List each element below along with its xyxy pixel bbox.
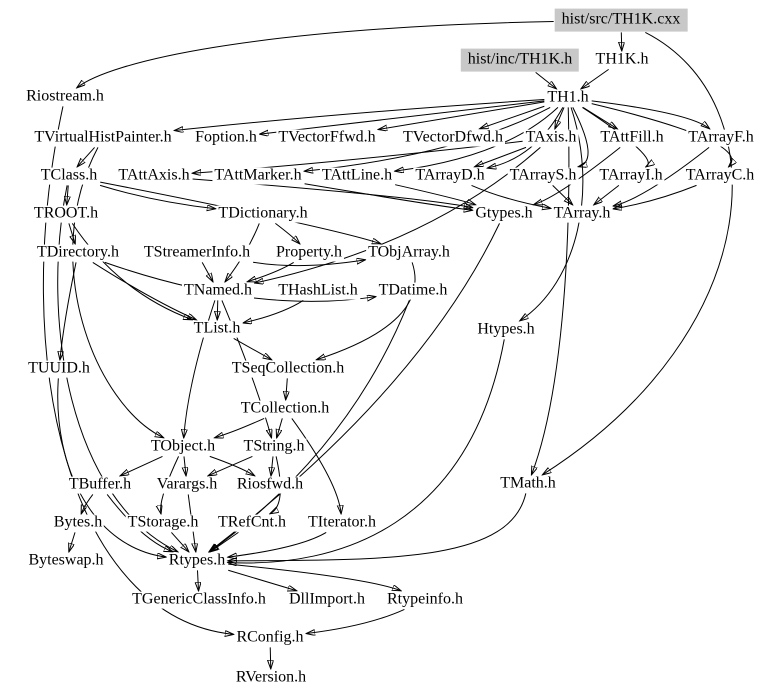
graph-node-property[interactable]: Property.h: [275, 243, 343, 261]
edge-tobjarray-tseqcollection: [317, 262, 415, 359]
graph-node-tstring[interactable]: TString.h: [243, 437, 305, 455]
graph-node-tattline[interactable]: TAttLine.h: [321, 166, 393, 184]
edge-rtypes-dllimport: [228, 570, 296, 590]
edge-tdictionary-property: [275, 223, 299, 243]
graph-node-tnamed[interactable]: TNamed.h: [184, 281, 252, 299]
edge-gtypes-rtypes: [209, 223, 499, 551]
edge-rconfig-rversion: [270, 647, 271, 668]
edge-tlist-tseqcollection: [234, 338, 272, 359]
graph-node-tuuid[interactable]: TUUID.h: [28, 359, 90, 377]
graph-node-dllimport[interactable]: DllImport.h: [289, 590, 365, 608]
edge-tobject-tbuffer: [121, 456, 163, 475]
edge-bytes-byteswap: [69, 532, 75, 551]
graph-node-tdirectory[interactable]: TDirectory.h: [36, 243, 120, 261]
graph-node-htypes[interactable]: Htypes.h: [477, 320, 535, 338]
edge-tnamed-tlist: [217, 300, 218, 319]
graph-node-tattaxis[interactable]: TAttAxis.h: [118, 166, 190, 184]
graph-node-tstreamerinfo[interactable]: TStreamerInfo.h: [143, 243, 251, 261]
edge-thashlist-tlist: [243, 300, 303, 323]
graph-node-tbuffer[interactable]: TBuffer.h: [68, 475, 132, 493]
graph-node-tarrayc[interactable]: TArrayC.h: [685, 166, 755, 184]
edge-tvirtualhistpainter-tclass: [77, 147, 94, 166]
graph-node-tclass[interactable]: TClass.h: [40, 166, 98, 184]
edge-titerator-rtypes: [228, 532, 326, 557]
edge-tdirectory-tlist: [93, 262, 196, 319]
graph-node-tgenericclassinfo[interactable]: TGenericClassInfo.h: [132, 590, 266, 608]
graph-node-tarrays[interactable]: TArrayS.h: [509, 166, 577, 184]
graph-node-tarray[interactable]: TArray.h: [553, 204, 611, 222]
graph-node-tattmarker[interactable]: TAttMarker.h: [214, 166, 302, 184]
edge-tstring-riosfwd: [271, 456, 273, 475]
graph-node-rversion[interactable]: RVersion.h: [235, 668, 307, 686]
edge-rtypes-tgenericclassinfo: [197, 570, 198, 590]
graph-node-tvirtualhistpainter[interactable]: TVirtualHistPainter.h: [34, 128, 172, 146]
graph-node-titerator[interactable]: TIterator.h: [308, 513, 376, 531]
graph-node-foption[interactable]: Foption.h: [195, 128, 257, 146]
edge-taxis-tarrayd: [475, 147, 526, 166]
graph-node-tlist[interactable]: TList.h: [193, 319, 241, 337]
graph-node-tattfill[interactable]: TAttFill.h: [600, 128, 664, 146]
edge-tobject-riosfwd: [210, 456, 255, 475]
graph-node-tarrayf[interactable]: TArrayF.h: [688, 128, 754, 146]
graph-node-th1[interactable]: TH1.h: [547, 88, 589, 106]
graph-node-tseqcollection[interactable]: TSeqCollection.h: [231, 359, 345, 377]
graph-node-riosfwd[interactable]: Riosfwd.h: [236, 475, 304, 493]
graph-node-hist_th1k_h[interactable]: hist/inc/TH1K.h: [461, 49, 579, 72]
graph-node-rtypeinfo[interactable]: Rtypeinfo.h: [387, 590, 463, 608]
graph-node-riostream[interactable]: Riostream.h: [26, 87, 104, 105]
graph-node-tmath[interactable]: TMath.h: [500, 474, 556, 492]
edge-tarrayi-tarray: [594, 185, 619, 204]
edge-tstorage-rtypes: [171, 532, 188, 551]
edge-tstreamerinfo-tnamed: [202, 262, 213, 281]
edge-tcollection-tstring: [277, 418, 283, 437]
edge-tarrayc-tarray: [613, 185, 696, 208]
edge-rtypeinfo-rconfig: [307, 609, 405, 633]
graph-node-rconfig[interactable]: RConfig.h: [236, 628, 304, 646]
graph-node-tobject[interactable]: TObject.h: [150, 437, 216, 455]
graph-node-tarrayd[interactable]: TArrayD.h: [415, 166, 485, 184]
edge-th1k_h-th1: [581, 69, 608, 88]
edge-hist_th1k_h-th1: [536, 72, 556, 88]
graph-node-thashlist[interactable]: THashList.h: [278, 281, 358, 299]
graph-node-tarrayi[interactable]: TArrayI.h: [599, 166, 663, 184]
edge-tarrays-tarray: [553, 185, 573, 204]
graph-node-varargs[interactable]: Varargs.h: [156, 475, 218, 493]
edge-tseqcollection-tcollection: [286, 378, 288, 399]
edge-rtypes-rtypeinfo: [228, 564, 400, 590]
edge-trefcnt-rtypes: [211, 532, 239, 551]
graph-node-tvectorffwd[interactable]: TVectorFfwd.h: [278, 128, 376, 146]
graph-node-trefcnt[interactable]: TRefCnt.h: [218, 513, 286, 531]
graph-node-rtypes[interactable]: Rtypes.h: [168, 551, 226, 569]
edge-tstring-varargs: [208, 456, 252, 475]
graph-node-bytes[interactable]: Bytes.h: [53, 513, 103, 531]
graph-node-troot[interactable]: TROOT.h: [33, 204, 99, 222]
graph-node-tvectordfwd[interactable]: TVectorDfwd.h: [403, 128, 503, 146]
edge-tclass-tdictionary: [100, 185, 215, 208]
graph-node-tobjarray[interactable]: TObjArray.h: [368, 243, 450, 261]
edge-th1-tarrayf: [592, 101, 710, 129]
edge-tobject-varargs: [184, 456, 186, 475]
edge-th1-tvectorffwd: [379, 102, 545, 129]
graph-node-tstorage[interactable]: TStorage.h: [127, 513, 199, 531]
graph-node-th1k_cxx[interactable]: hist/src/TH1K.cxx: [555, 9, 688, 32]
graph-node-gtypes[interactable]: Gtypes.h: [475, 204, 533, 222]
graph-node-taxis[interactable]: TAxis.h: [525, 128, 577, 146]
graph-node-tdatime[interactable]: TDatime.h: [378, 281, 448, 299]
graph-node-th1k_h[interactable]: TH1K.h: [595, 50, 649, 68]
graph-node-byteswap[interactable]: Byteswap.h: [28, 551, 104, 569]
edge-tcollection-tobject: [215, 418, 264, 437]
graph-node-tdictionary[interactable]: TDictionary.h: [218, 204, 308, 222]
graph-node-tcollection[interactable]: TCollection.h: [240, 399, 330, 417]
